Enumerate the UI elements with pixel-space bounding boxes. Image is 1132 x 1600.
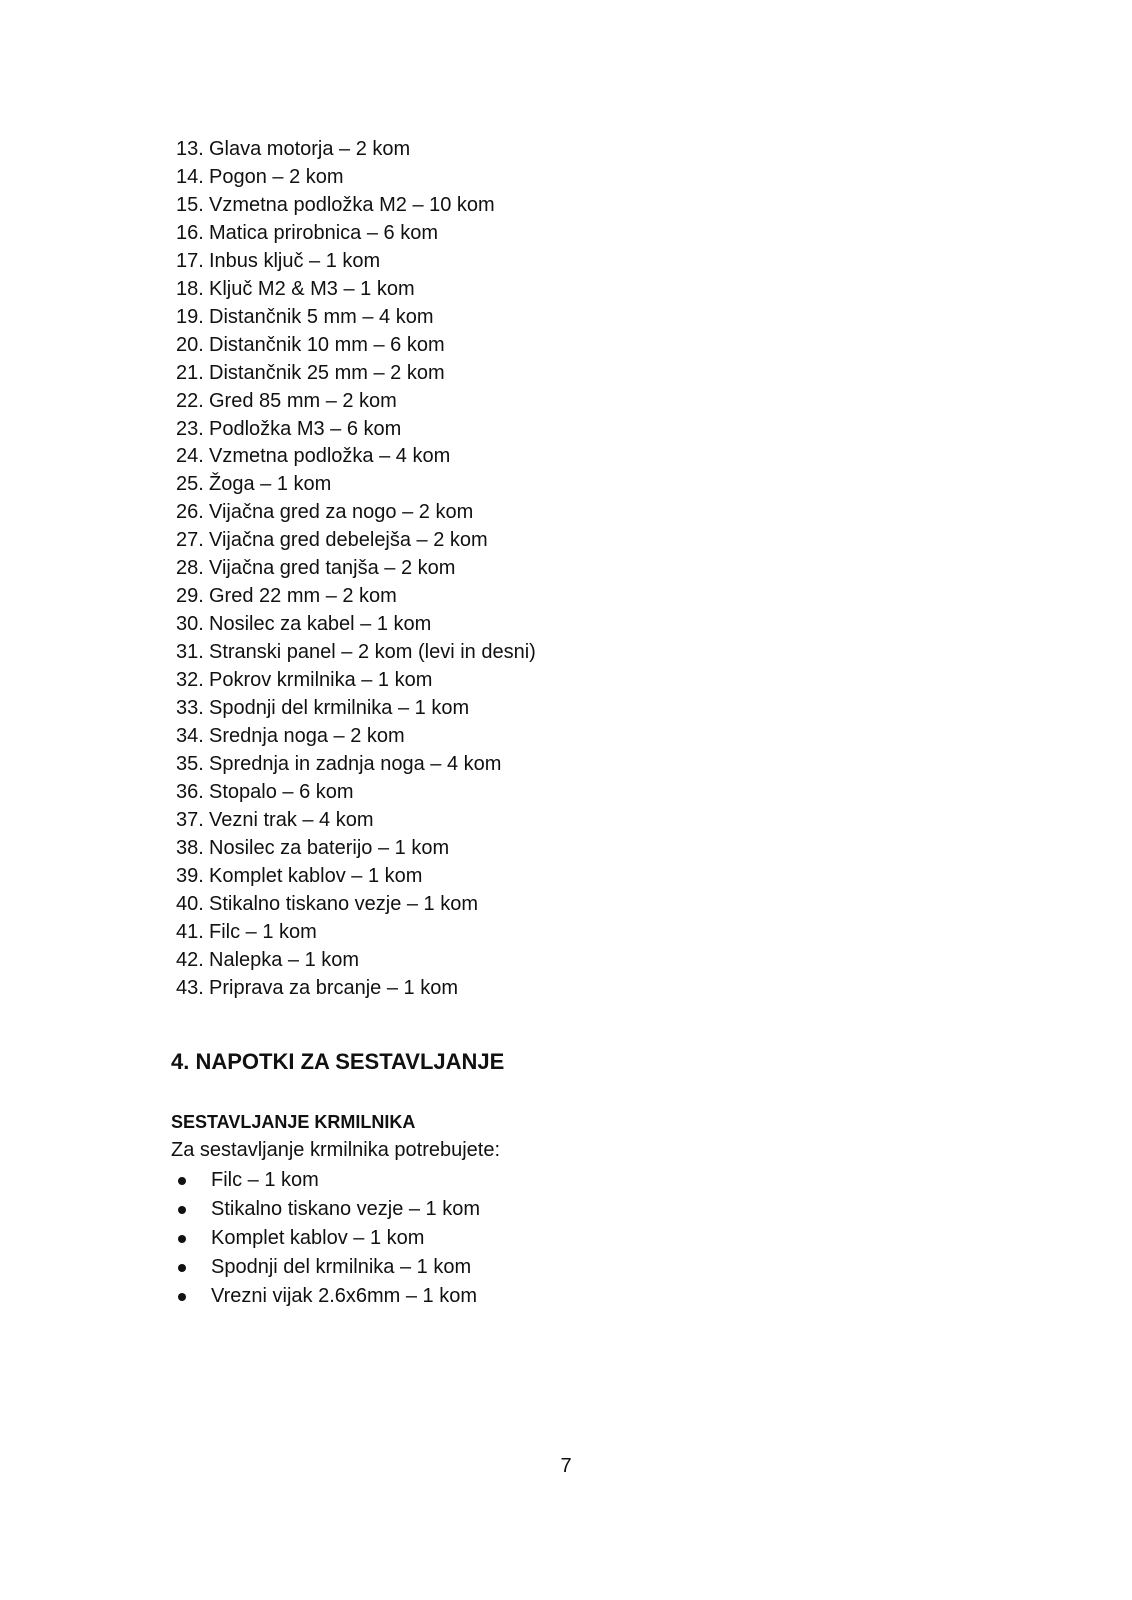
bullet-icon xyxy=(178,1235,186,1243)
parts-list-item xyxy=(176,919,536,947)
item-number: 24. xyxy=(176,445,204,468)
item-text: Komplet kablov – 1 kom xyxy=(209,864,423,887)
item-text: Nosilec za kabel – 1 kom xyxy=(209,613,432,636)
parts-list-item xyxy=(176,332,536,360)
parts-list-item xyxy=(176,639,536,667)
parts-list-item xyxy=(176,975,536,1003)
item-text: Stopalo – 6 kom xyxy=(209,780,354,803)
item-text: Spodnji del krmilnika – 1 kom xyxy=(209,697,470,720)
parts-list-item xyxy=(176,835,536,863)
item-text: Distančnik 25 mm – 2 kom xyxy=(209,361,445,384)
parts-list-item xyxy=(176,891,536,919)
item-number: 14. xyxy=(176,165,204,188)
item-text: Vezni trak – 4 kom xyxy=(209,808,374,831)
item-text: Gred 85 mm – 2 kom xyxy=(209,389,397,412)
item-number: 28. xyxy=(176,557,204,580)
sub-heading: SESTAVLJANJE KRMILNIKA xyxy=(171,1112,416,1132)
parts-list-item xyxy=(176,499,536,527)
item-number: 43. xyxy=(176,976,204,999)
parts-list-item xyxy=(176,667,536,695)
item-text: Ključ M2 & M3 – 1 kom xyxy=(209,277,415,300)
intro-text: Za sestavljanje krmilnika potrebujete: xyxy=(171,1139,501,1161)
item-number: 42. xyxy=(176,948,204,971)
parts-list-item xyxy=(176,863,536,891)
item-number: 38. xyxy=(176,836,204,859)
item-number: 29. xyxy=(176,585,204,608)
item-text: Priprava za brcanje – 1 kom xyxy=(209,976,459,999)
item-number: 25. xyxy=(176,473,204,496)
bullet-text: Stikalno tiskano vezje – 1 kom xyxy=(211,1198,481,1220)
item-number: 26. xyxy=(176,501,204,524)
parts-list-item xyxy=(176,443,536,471)
parts-list-item xyxy=(176,416,536,444)
section-heading: 4. NAPOTKI ZA SESTAVLJANJE xyxy=(171,1049,505,1074)
parts-list-item xyxy=(176,611,536,639)
item-text: Sprednja in zadnja noga – 4 kom xyxy=(209,752,502,775)
bullet-icon xyxy=(178,1206,186,1214)
parts-list-item xyxy=(176,304,536,332)
item-text: Stranski panel – 2 kom (levi in desni) xyxy=(209,641,536,664)
bullet-icon xyxy=(178,1177,186,1185)
item-text: Stikalno tiskano vezje – 1 kom xyxy=(209,892,479,915)
item-text: Vijačna gred za nogo – 2 kom xyxy=(209,501,474,524)
parts-list-item xyxy=(176,555,536,583)
item-number: 13. xyxy=(176,138,204,160)
item-text: Vijačna gred tanjša – 2 kom xyxy=(209,557,456,580)
item-number: 30. xyxy=(176,613,204,636)
item-text: Inbus ključ – 1 kom xyxy=(209,249,381,272)
parts-list-item xyxy=(176,164,536,192)
item-number: 32. xyxy=(176,669,204,692)
item-number: 37. xyxy=(176,808,204,831)
bullet-item xyxy=(176,1253,480,1282)
item-text: Vijačna gred debelejša – 2 kom xyxy=(209,529,488,552)
bullet-icon xyxy=(178,1264,186,1272)
parts-list-item xyxy=(176,695,536,723)
bullet-icon xyxy=(178,1293,186,1301)
parts-list-item xyxy=(176,583,536,611)
item-number: 27. xyxy=(176,529,204,552)
parts-list-item xyxy=(176,388,536,416)
item-number: 40. xyxy=(176,892,204,915)
item-number: 34. xyxy=(176,725,204,748)
item-text: Gred 22 mm – 2 kom xyxy=(209,585,397,608)
parts-list-item xyxy=(176,807,536,835)
bullet-list xyxy=(176,1166,480,1311)
parts-list-item xyxy=(176,136,536,164)
parts-list-item xyxy=(176,360,536,388)
item-text: Pokrov krmilnika – 1 kom xyxy=(209,669,433,692)
bullet-item xyxy=(176,1282,480,1311)
item-number: 39. xyxy=(176,864,204,887)
item-text: Nosilec za baterijo – 1 kom xyxy=(209,836,450,859)
item-text: Matica prirobnica – 6 kom xyxy=(209,221,438,244)
item-number: 18. xyxy=(176,277,204,300)
bullet-text: Vrezni vijak 2.6x6mm – 1 kom xyxy=(211,1285,478,1307)
item-number: 41. xyxy=(176,920,204,943)
page-number: 7 xyxy=(560,1455,572,1477)
item-text: Srednja noga – 2 kom xyxy=(209,725,405,748)
item-number: 15. xyxy=(176,193,204,216)
item-number: 21. xyxy=(176,361,204,384)
item-number: 33. xyxy=(176,697,204,720)
bullet-item xyxy=(176,1195,480,1224)
item-number: 31. xyxy=(176,641,204,664)
item-number: 17. xyxy=(176,249,204,272)
bullet-item xyxy=(176,1166,480,1195)
parts-list xyxy=(176,136,536,1003)
parts-list-item xyxy=(176,192,536,220)
item-text: Nalepka – 1 kom xyxy=(209,948,360,971)
bullet-text: Komplet kablov – 1 kom xyxy=(211,1227,425,1249)
parts-list-item xyxy=(176,779,536,807)
parts-list-item xyxy=(176,471,536,499)
parts-list-item xyxy=(176,723,536,751)
bullet-text: Filc – 1 kom xyxy=(211,1169,319,1191)
item-number: 35. xyxy=(176,752,204,775)
parts-list-item xyxy=(176,220,536,248)
item-number: 23. xyxy=(176,417,204,440)
item-text: Distančnik 10 mm – 6 kom xyxy=(209,333,445,356)
item-text: Vzmetna podložka – 4 kom xyxy=(209,445,451,468)
parts-list-item xyxy=(176,947,536,975)
item-number: 16. xyxy=(176,221,204,244)
parts-list-item xyxy=(176,248,536,276)
item-text: Distančnik 5 mm – 4 kom xyxy=(209,305,434,328)
bullet-text: Spodnji del krmilnika – 1 kom xyxy=(211,1256,472,1278)
item-number: 36. xyxy=(176,780,204,803)
item-text: Glava motorja – 2 kom xyxy=(209,138,411,160)
parts-list-item xyxy=(176,751,536,779)
item-text: Žoga – 1 kom xyxy=(209,473,332,496)
item-text: Filc – 1 kom xyxy=(209,920,317,943)
item-number: 22. xyxy=(176,389,204,412)
bullet-item xyxy=(176,1224,480,1253)
item-text: Vzmetna podložka M2 – 10 kom xyxy=(209,193,495,216)
item-number: 20. xyxy=(176,333,204,356)
item-number: 19. xyxy=(176,305,204,328)
item-text: Podložka M3 – 6 kom xyxy=(209,417,402,440)
item-text: Pogon – 2 kom xyxy=(209,165,344,188)
parts-list-item xyxy=(176,276,536,304)
parts-list-item xyxy=(176,527,536,555)
